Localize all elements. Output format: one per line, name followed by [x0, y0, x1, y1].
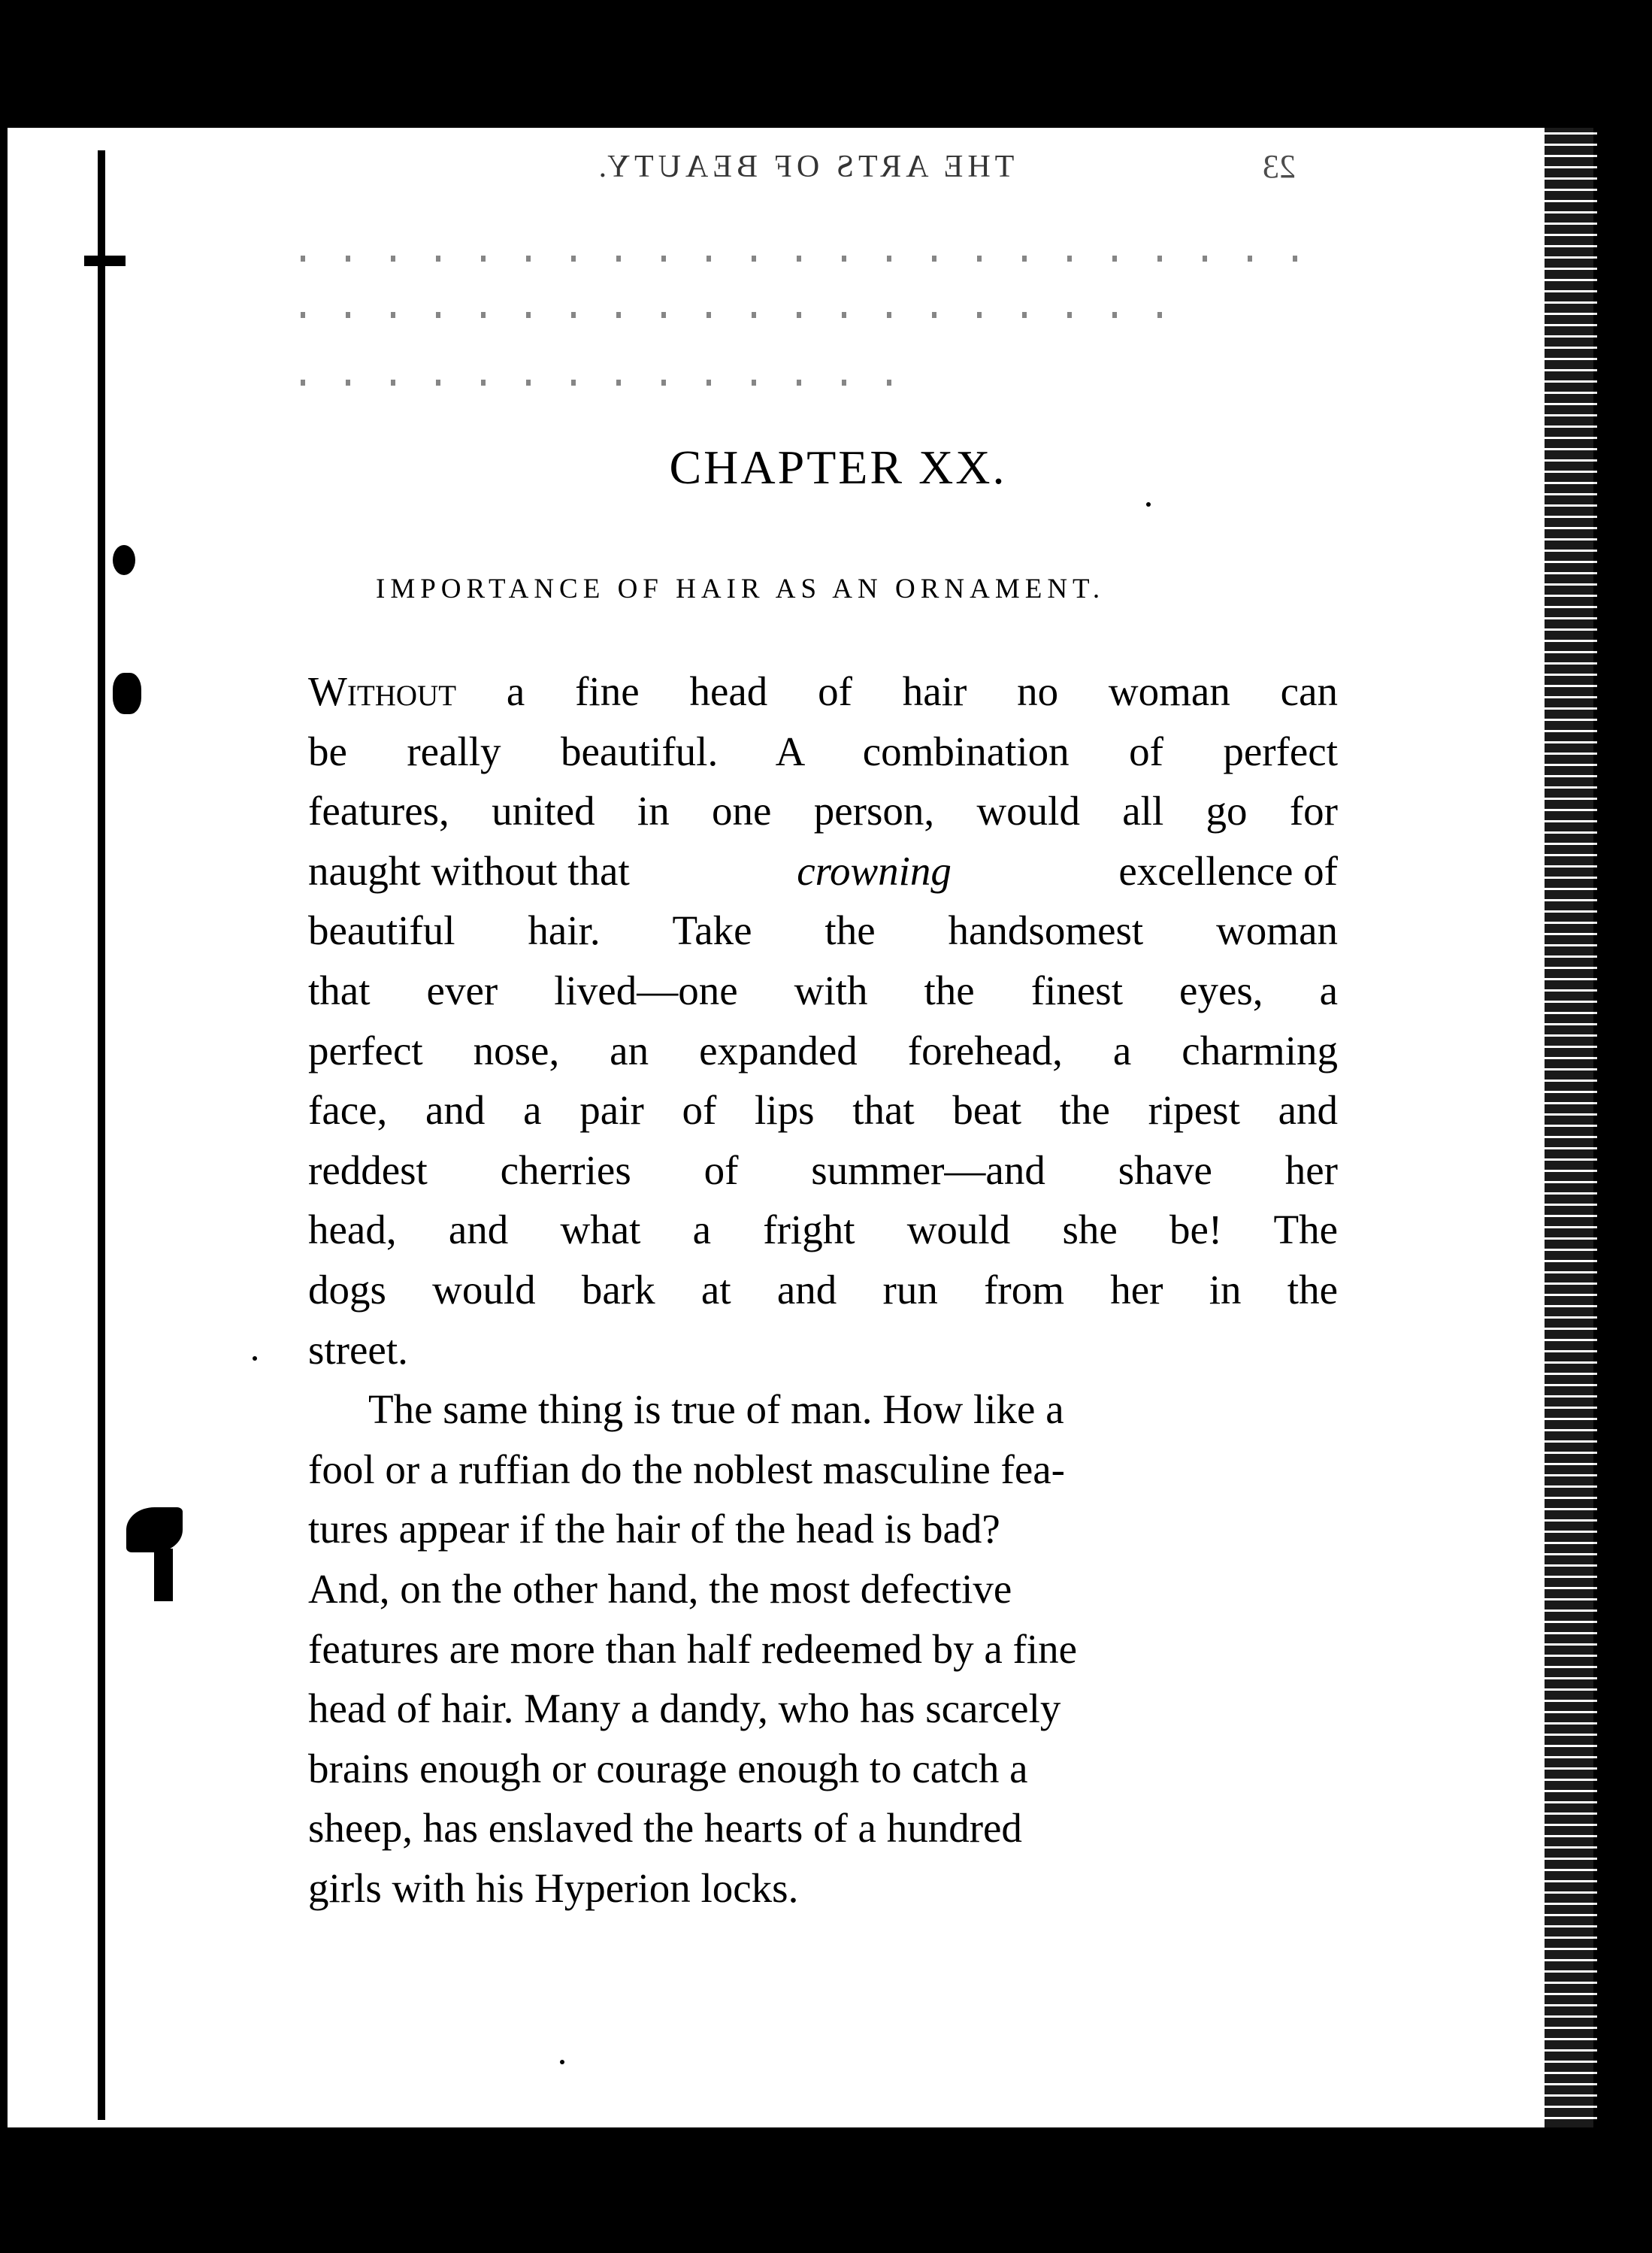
speck-mark [253, 1356, 257, 1361]
chapter-title: CHAPTER XX. [669, 441, 1007, 494]
text-line: And, on the other hand, the most defective [308, 1565, 1012, 1612]
paragraph-1 [308, 662, 1338, 1379]
gutter-mark [126, 1507, 183, 1552]
text-line: beautiful hair. Take the handsomest woman [308, 907, 1338, 954]
chapter-subtitle: IMPORTANCE OF HAIR AS AN ORNAMENT. [376, 574, 1106, 604]
body-text [308, 662, 1338, 1918]
text-line: that ever lived—one with the finest eyes, a [308, 967, 1338, 1013]
text-line: features are more than half redeemed by a fine [308, 1625, 1078, 1672]
gutter-mark [84, 256, 126, 266]
text-line: naught without that crowning excellence of [308, 841, 1338, 901]
text-line: street. [308, 1326, 408, 1373]
folio-page-number: 23 [1263, 148, 1296, 185]
text-line: The same thing is true of man. How like a [368, 1386, 1064, 1433]
text-line: face, and a pair of lips that beat the ripest and [308, 1087, 1338, 1134]
text-line: features, united in one person, would all go for [308, 788, 1338, 834]
gutter-mark [154, 1549, 173, 1601]
text-line: perfect nose, an expanded forehead, a charming [308, 1027, 1338, 1074]
drop-word: Without [308, 668, 457, 714]
speck-mark [1146, 502, 1151, 507]
bleed-through-text [301, 312, 1165, 318]
text-line: girls with his Hyperion locks. [308, 1864, 799, 1911]
text-line: dogs would bark at and run from her in the [308, 1266, 1338, 1313]
text-line: tures appear if the hair of the head is bad? [308, 1506, 1000, 1552]
text-line: sheep, has enslaved the hearts of a hundred [308, 1805, 1022, 1852]
gutter-mark [113, 545, 135, 575]
text-line: reddest cherries of summer—and shave her [308, 1146, 1338, 1193]
running-head: THE ARTS OF BEAUTY. [594, 150, 1015, 184]
text-line: Without a fine head of hair no woman can [308, 668, 1338, 714]
text-line: head of hair. Many a dandy, who has scarcely [308, 1685, 1061, 1732]
bleed-through-text [301, 380, 917, 386]
text-line: fool or a ruffian do the noblest masculine fea- [308, 1446, 1065, 1492]
italic-word: crowning [797, 847, 952, 894]
text-line: head, and what a fright would she be! The [308, 1207, 1338, 1253]
text-line: be really beautiful. A combination of perfect [308, 728, 1338, 774]
text-line: brains enough or courage enough to catch a [308, 1745, 1028, 1791]
bleed-through-text [301, 256, 1315, 262]
book-page-edge [1545, 128, 1597, 2127]
speck-mark [560, 2060, 564, 2064]
paragraph-2 [308, 1379, 1338, 1918]
gutter-mark [113, 673, 141, 714]
